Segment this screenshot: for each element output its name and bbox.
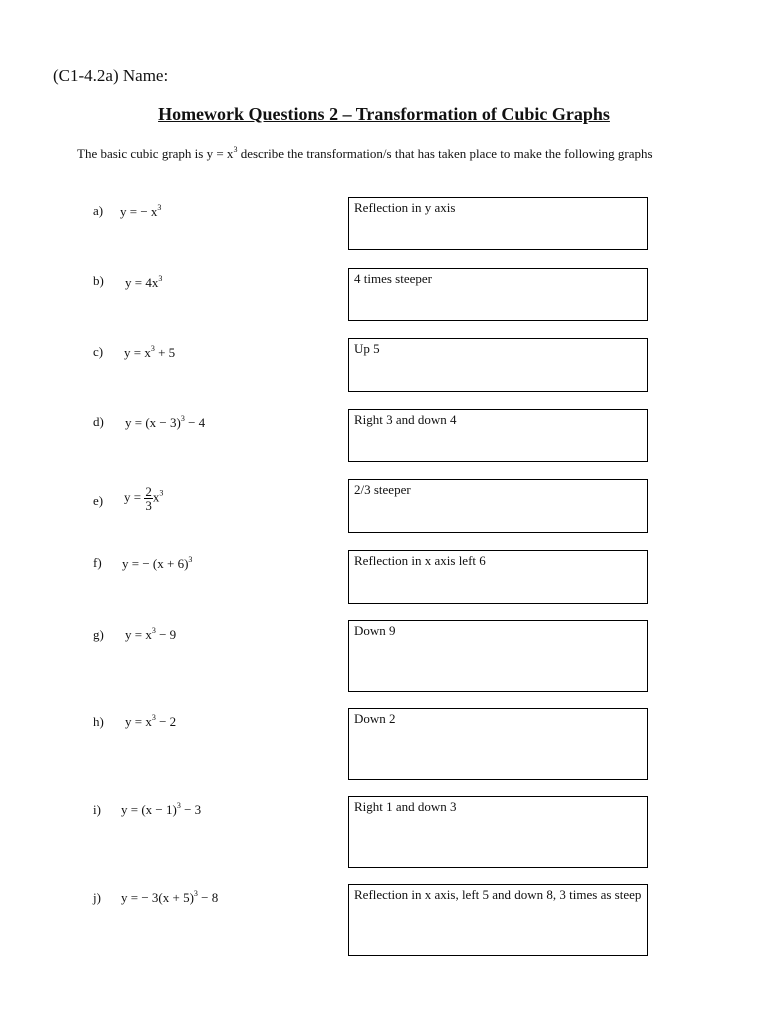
equation-g — [125, 627, 176, 643]
equation-b-exponent: 3 — [158, 274, 163, 283]
question-label-a: a) — [93, 203, 104, 218]
instructions-text-1: The basic cubic graph is y = x — [77, 146, 234, 161]
equation-a-base: y = − x — [120, 204, 158, 219]
question-label-d: d) — [93, 414, 104, 429]
answer-box-i[interactable]: Right 1 and down 3 — [348, 796, 648, 868]
equation-e-variable: x — [152, 489, 160, 505]
answer-box-h[interactable]: Down 2 — [348, 708, 648, 780]
equation-b — [125, 275, 162, 291]
equation-h-tail: − 2 — [155, 714, 177, 729]
answer-box-c[interactable]: Up 5 — [348, 338, 648, 392]
answer-box-g[interactable]: Down 9 — [348, 620, 648, 692]
equation-j-tail: − 8 — [197, 890, 219, 905]
question-label-i: i) — [93, 802, 101, 817]
equation-c-exponent: 3 — [150, 344, 155, 353]
equation-c-base: y = x — [124, 345, 151, 360]
equation-i — [121, 802, 201, 818]
equation-j-base: y = − 3(x + 5) — [121, 890, 194, 905]
equation-f-exponent: 3 — [188, 555, 193, 564]
equation-e-fraction — [144, 485, 153, 512]
answer-box-b[interactable]: 4 times steeper — [348, 268, 648, 321]
equation-e-exponent: 3 — [159, 488, 164, 498]
equation-e-base: y = — [124, 489, 145, 505]
equation-d-base: y = (x − 3) — [125, 415, 181, 430]
equation-d-tail: − 4 — [184, 415, 206, 430]
question-label-c: c) — [93, 344, 104, 359]
equation-i-base: y = (x − 1) — [121, 802, 177, 817]
answer-box-e[interactable]: 2/3 steeper — [348, 479, 648, 533]
question-label-f: f) — [93, 555, 102, 570]
equation-d — [125, 415, 205, 431]
equation-g-tail: − 9 — [155, 627, 177, 642]
equation-b-base: y = 4x — [125, 275, 159, 290]
equation-g-exponent: 3 — [151, 626, 156, 635]
equation-j — [121, 890, 218, 906]
equation-i-tail: − 3 — [180, 802, 202, 817]
equation-g-base: y = x — [125, 627, 152, 642]
name-header: (C1-4.2a) Name: — [53, 66, 169, 85]
question-label-g: g) — [93, 627, 104, 642]
equation-e — [124, 485, 163, 512]
equation-j-exponent: 3 — [193, 889, 198, 898]
equation-h-base: y = x — [125, 714, 152, 729]
equation-i-exponent: 3 — [176, 801, 181, 810]
question-label-h: h) — [93, 714, 104, 729]
question-label-j: j) — [93, 890, 101, 905]
question-label-e: e) — [93, 493, 104, 508]
equation-f — [122, 556, 192, 572]
equation-c-tail: + 5 — [154, 345, 176, 360]
answer-box-j[interactable]: Reflection in x axis, left 5 and down 8, 3 times as steep — [348, 884, 648, 956]
equation-f-base: y = − (x + 6) — [122, 556, 189, 571]
instructions-exponent: 3 — [233, 145, 238, 154]
answer-box-f[interactable]: Reflection in x axis left 6 — [348, 550, 648, 604]
fraction-denominator: 3 — [145, 498, 152, 513]
instructions-text-2: describe the transformation/s that has taken place to make the following graphs — [237, 146, 653, 161]
page-title: Homework Questions 2 – Transformation of Cubic Graphs — [158, 104, 610, 124]
equation-a — [120, 204, 161, 220]
answer-box-d[interactable]: Right 3 and down 4 — [348, 409, 648, 462]
instructions — [77, 145, 677, 162]
fraction-numerator: 2 — [145, 484, 152, 499]
equation-d-exponent: 3 — [180, 414, 185, 423]
equation-h-exponent: 3 — [151, 713, 156, 722]
equation-c — [124, 345, 175, 361]
equation-h — [125, 714, 176, 730]
answer-box-a[interactable]: Reflection in y axis — [348, 197, 648, 250]
question-label-b: b) — [93, 273, 104, 288]
equation-a-exponent: 3 — [157, 203, 162, 212]
